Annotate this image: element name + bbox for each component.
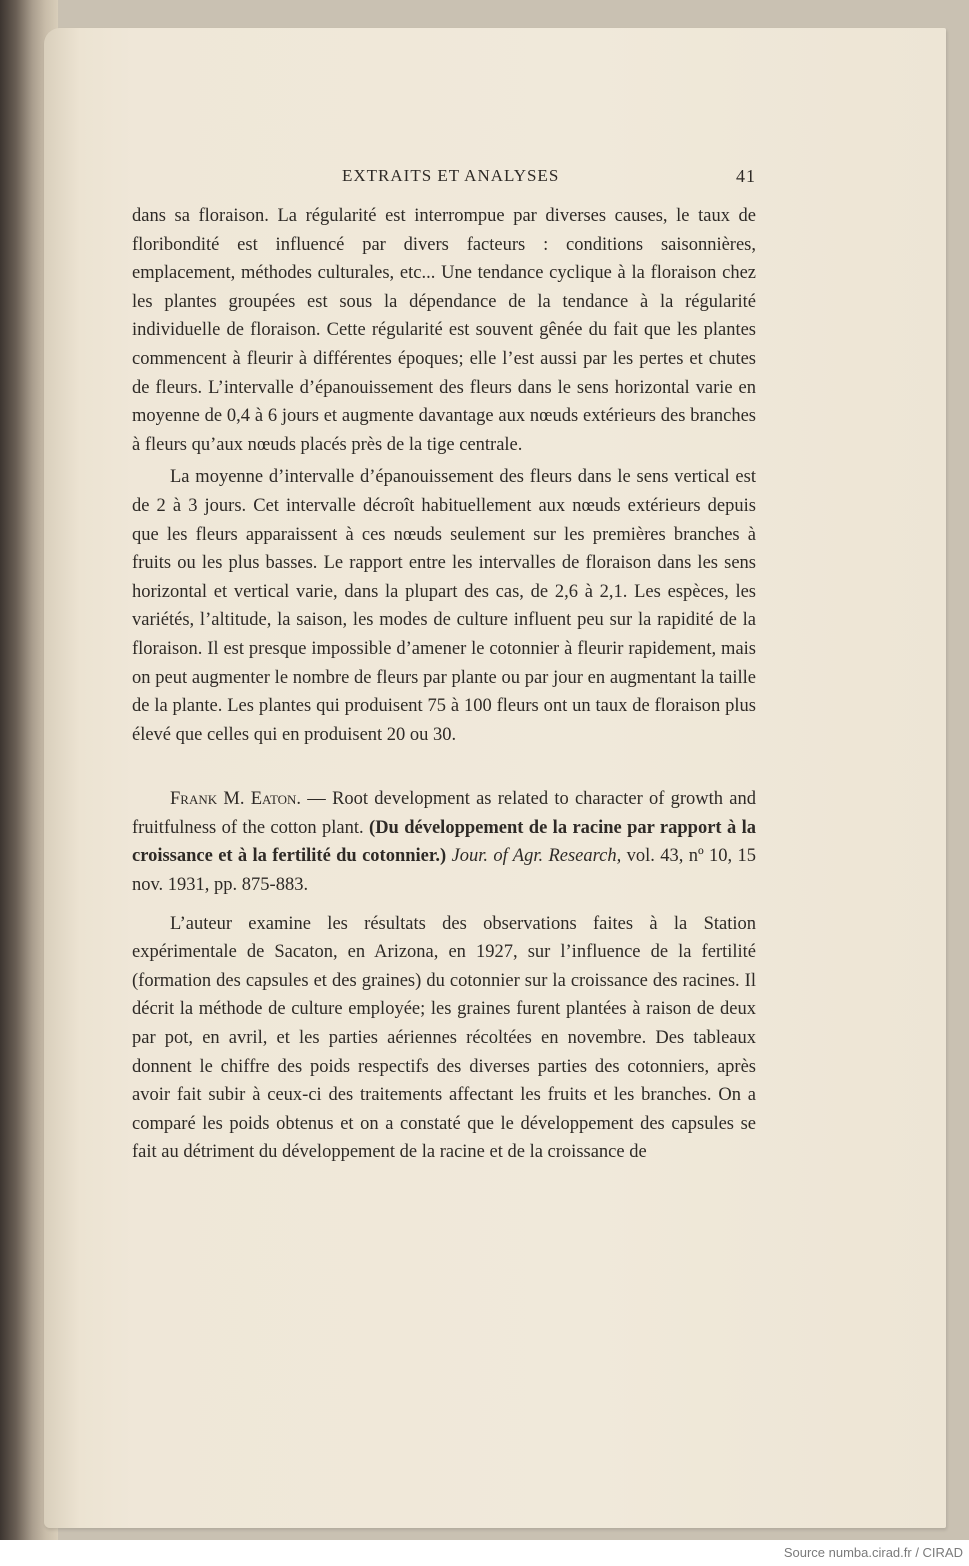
paragraph-continued: dans sa floraison. La régularité est interrompue par diverses causes, le taux de floribondité est influencé par divers facteurs : conditions saisonnières, emplacement, méthodes culturales, etc... Une tendance cyclique à la floraison chez les plantes groupées est sous la dépendance de la tendance à la régularité individuelle de floraison. Cette régularité est souvent gênée du fait que les plantes commencent à fleurir à différentes époques; elle l’est aussi par les pertes et chutes de fleurs. L’intervalle d’épanouissement des fleurs dans le sens horizontal varie en moyenne de 0,4 à 6 jours et augmente davantage aux nœuds extérieurs des branches à fleurs qu’aux nœuds placés près de la tige centrale.	[132, 206, 756, 455]
paragraph-flowering-interval: La moyenne d’intervalle d’épanouissement des fleurs dans le sens vertical est de 2 à 3 jours. Cet intervalle décroît habituellement aux nœuds extérieurs depuis que les fleurs apparaissent à ces nœuds seulement sur les premières branches à fruits ou les plus basses. Le rapport entre les intervalles de floraison dans les sens horizontal et vertical varie, dans la plupart des cas, de 2,6 à 2,1. Les espèces, les variétés, l’altitude, la saison, les modes de culture influent peu sur la rapidité de la floraison. Il est presque impossible d’amener le cotonnier à fleurir rapidement, mais on peut augmenter le nombre de fleurs par plante ou par jour en augmentant la taille de la plante. Les plantes qui produisent 75 à 100 fleurs ont un taux de floraison plus élevé que celles qui en produisent 20 ou 30.	[132, 467, 756, 745]
page-content	[132, 166, 756, 1167]
citation-translation: (Du développement de la racine par rapport à la croissance et à la fertilité du cotonnier.)	[132, 817, 756, 867]
source-credit: Source numba.cirad.fr / CIRAD	[783, 1545, 963, 1560]
page-number: 41	[736, 166, 756, 186]
citation-journal: Jour. of Agr. Research,	[451, 846, 622, 867]
citation-title: Root development as related to character of growth and fruitfulness of the cotton plant.	[132, 789, 756, 838]
running-title: EXTRAITS ET ANALYSES	[342, 166, 560, 185]
citation-author: Frank M. Eaton.	[170, 789, 302, 810]
citation-entry	[132, 785, 756, 899]
running-header	[132, 166, 756, 192]
abstract-paragraph: L’auteur examine les résultats des observations faites à la Station expérimentale de Sacaton, en Arizona, en 1927, sur l’influence de la fertilité (formation des capsules et des graines) du cotonnier sur la croissance des racines. Il décrit la méthode de culture employée; les graines furent plantées à raison de deux par pot, en avril, et les parties aériennes récoltées en novembre. Des tableaux donnent le chiffre des poids respectifs des diverses parties des cotonniers, après avoir fait subir à ceux-ci des traitements affectant les fruits et les branches. On a comparé les poids obtenus et on a constaté que le développement des capsules se fait au détriment du développement de la racine et de la croissance de	[132, 913, 756, 1163]
citation-dash: —	[301, 789, 333, 810]
citation-details: vol. 43, nº 10, 15 nov. 1931, pp. 875-883.	[132, 846, 757, 896]
